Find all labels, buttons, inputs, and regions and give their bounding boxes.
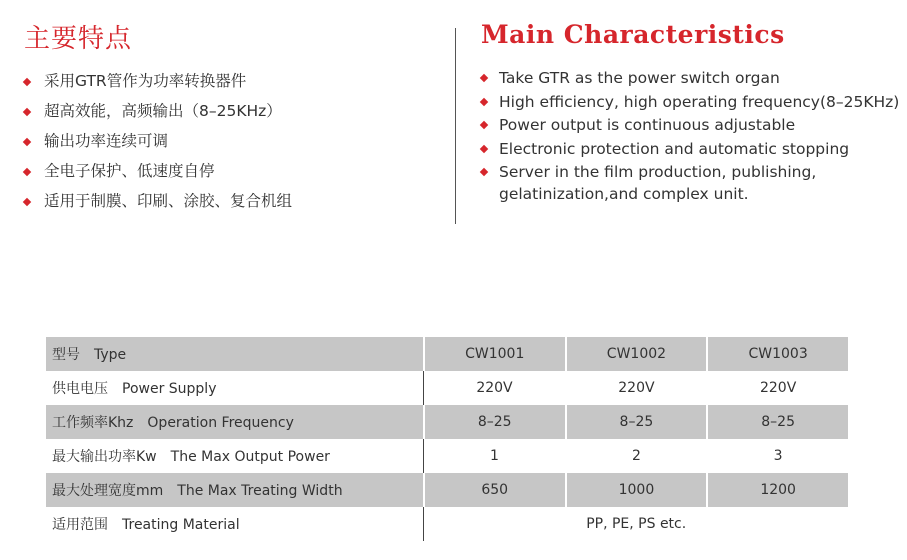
vertical-divider [455, 28, 456, 224]
table-cell: 8–25 [566, 405, 708, 439]
chinese-feature-list [24, 70, 292, 220]
table-cell: 220V [424, 371, 566, 405]
table-row [46, 507, 848, 541]
chinese-feature-item: 输出功率连续可调 [24, 130, 292, 160]
table-cell: 220V [707, 371, 848, 405]
red-diamond-bullet-icon [23, 108, 31, 116]
red-diamond-bullet-icon [23, 198, 31, 206]
table-row [46, 439, 848, 473]
table-cell: 1 [424, 439, 566, 473]
specification-table [46, 337, 848, 541]
english-title: Main Characteristics [481, 20, 785, 49]
red-diamond-bullet-icon [480, 144, 488, 152]
red-diamond-bullet-icon [480, 97, 488, 105]
row-label: 型号 Type [46, 337, 424, 371]
table-cell-merged: PP, PE, PS etc. [424, 507, 848, 541]
table-cell: CW1001 [424, 337, 566, 371]
red-diamond-bullet-icon [23, 168, 31, 176]
table-row [46, 337, 848, 371]
red-diamond-bullet-icon [480, 168, 488, 176]
english-feature-item: Server in the film production, publishing, gelatinization,and complex unit. [481, 161, 901, 205]
red-diamond-bullet-icon [23, 78, 31, 86]
english-feature-item: Take GTR as the power switch organ [481, 67, 901, 89]
chinese-title: 主要特点 [24, 24, 133, 54]
red-diamond-bullet-icon [480, 74, 488, 82]
table-cell: 1200 [707, 473, 848, 507]
english-feature-item: Electronic protection and automatic stopping [481, 138, 901, 160]
table-cell: CW1002 [566, 337, 708, 371]
table-row [46, 371, 848, 405]
table-row [46, 405, 848, 439]
chinese-feature-item: 超高效能，高频输出（8–25KHz） [24, 100, 292, 130]
table-cell: 2 [566, 439, 708, 473]
table-cell: 1000 [566, 473, 708, 507]
table-cell: 3 [707, 439, 848, 473]
row-label: 供电电压 Power Supply [52, 381, 217, 397]
row-label: 最大输出功率Kw The Max Output Power [52, 449, 330, 465]
chinese-feature-item: 全电子保护、低速度自停 [24, 160, 292, 190]
table-row [46, 473, 848, 507]
chinese-feature-item: 适用于制膜、印刷、涂胶、复合机组 [24, 190, 292, 220]
red-diamond-bullet-icon [23, 138, 31, 146]
chinese-feature-item: 采用GTR管作为功率转换器件 [24, 70, 292, 100]
table-cell: CW1003 [707, 337, 848, 371]
table-cell: 8–25 [707, 405, 848, 439]
table-cell: 650 [424, 473, 566, 507]
row-label: 适用范围 Treating Material [52, 517, 240, 533]
table-cell: 220V [566, 371, 708, 405]
english-feature-list [481, 67, 901, 207]
english-feature-item: Power output is continuous adjustable [481, 114, 901, 136]
english-feature-item: High efficiency, high operating frequency(8–25KHz) [481, 91, 901, 113]
row-label: 工作频率Khz Operation Frequency [46, 405, 424, 439]
table-cell: 8–25 [424, 405, 566, 439]
red-diamond-bullet-icon [480, 121, 488, 129]
row-label: 最大处理宽度mm The Max Treating Width [46, 473, 424, 507]
